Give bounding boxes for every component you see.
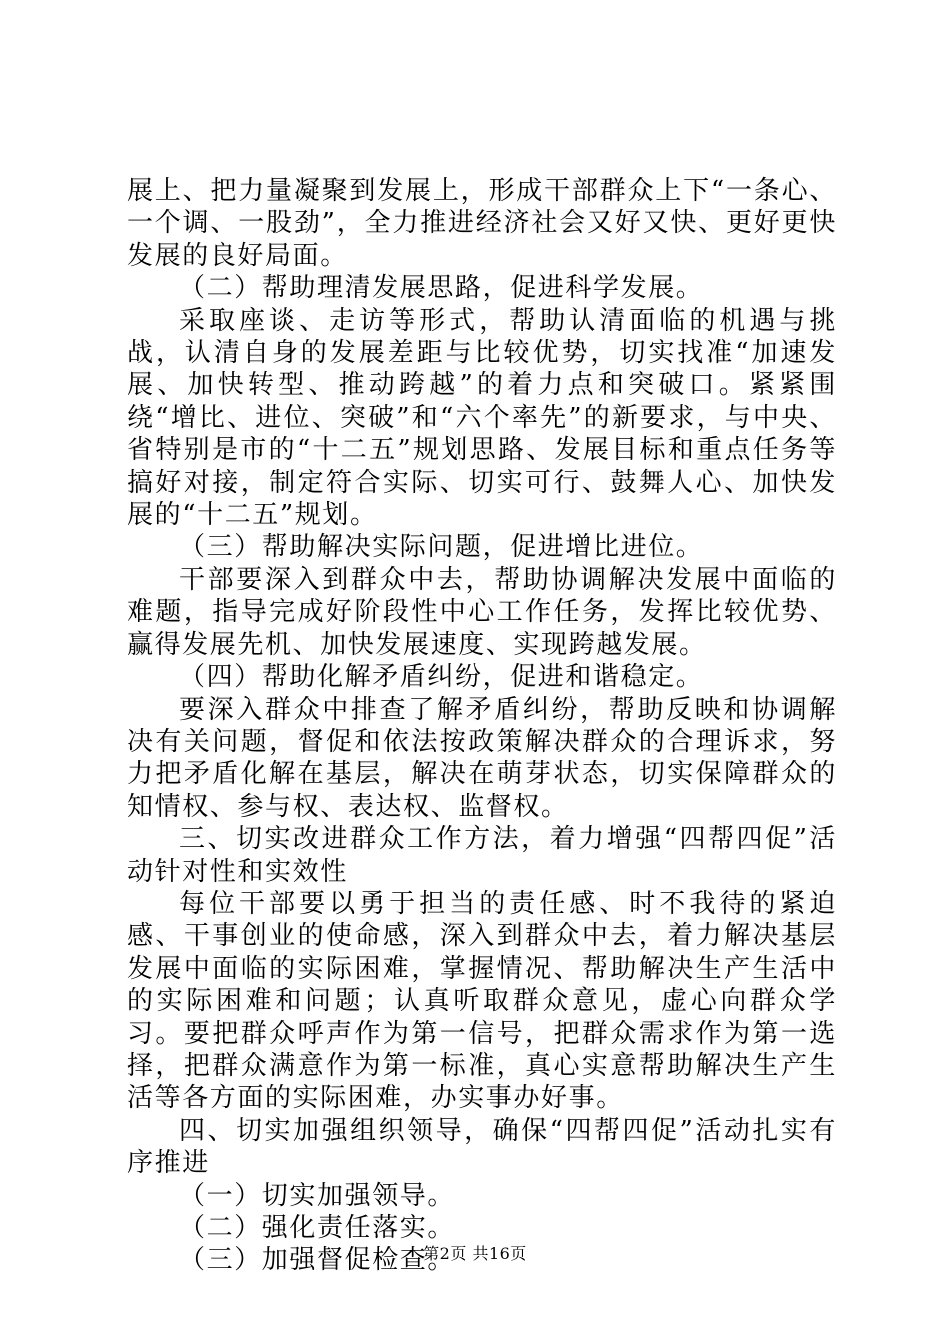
subheading-2: （二）帮助理清发展思路，促进科学发展。 <box>179 273 704 304</box>
list-item-3: （三）加强督促检查。 <box>179 1245 456 1276</box>
subheading-3: （三）帮助解决实际问题，促进增比进位。 <box>179 532 704 563</box>
paragraph-3: 干部要深入到群众中去，帮助协调解决发展中面临的难题，指导完成好阶段性中心工作任务，发挥比较优势、赢得发展先机、加快发展速度、实现跨越发展。 <box>127 564 837 660</box>
section-heading-4: 四、切实加强组织领导，确保“四帮四促”活动扎实有序推进 <box>127 1115 837 1179</box>
paragraph-section-3: 每位干部要以勇于担当的责任感、时不我待的紧迫感、干事创业的使命感，深入到群众中去，着力解决基层发展中面临的实际困难，掌握情况、帮助解决生产生活中的实际困难和问题；认真听取群众意见，虚心向群众学习。要把群众呼声作为第一信号，把群众需求作为第一选择，把群众满意作为第一标准，真心实意帮助解决生产生活等各方面的实际困难，办实事办好事。 <box>127 888 837 1114</box>
list-item-1: （一）切实加强领导。 <box>179 1180 456 1211</box>
paragraph-4: 要深入群众中排查了解矛盾纠纷，帮助反映和协调解决有关问题，督促和依法按政策解决群众的合理诉求，努力把矛盾化解在基层，解决在萌芽状态，切实保障群众的知情权、参与权、表达权、监督权。 <box>127 694 837 822</box>
subheading-4: （四）帮助化解矛盾纠纷，促进和谐稳定。 <box>179 662 704 693</box>
list-item-2: （二）强化责任落实。 <box>179 1213 456 1243</box>
document-body <box>127 175 837 1277</box>
paragraph-continuation: 展上、把力量凝聚到发展上，形成干部群众上下“一条心、一个调、一股劲”，全力推进经济社会又好又快、更好更快发展的良好局面。 <box>127 176 837 271</box>
page-footer: 第2页 共16页 <box>423 1244 527 1263</box>
paragraph-2: 采取座谈、走访等形式，帮助认清面临的机遇与挑战，认清自身的发展差距与比较优势，切实找准“加速发展、加快转型、推动跨越”的着力点和突破口。紧紧围绕“增比、进位、突破”和“六个率先”的新要求，与中央、省特别是市的“十二五”规划思路、发展目标和重点任务等搞好对接，制定符合实际、切实可行、鼓舞人心、加快发展的“十二五”规划。 <box>127 305 837 531</box>
section-heading-3: 三、切实改进群众工作方法，着力增强“四帮四促”活动针对性和实效性 <box>127 824 837 887</box>
